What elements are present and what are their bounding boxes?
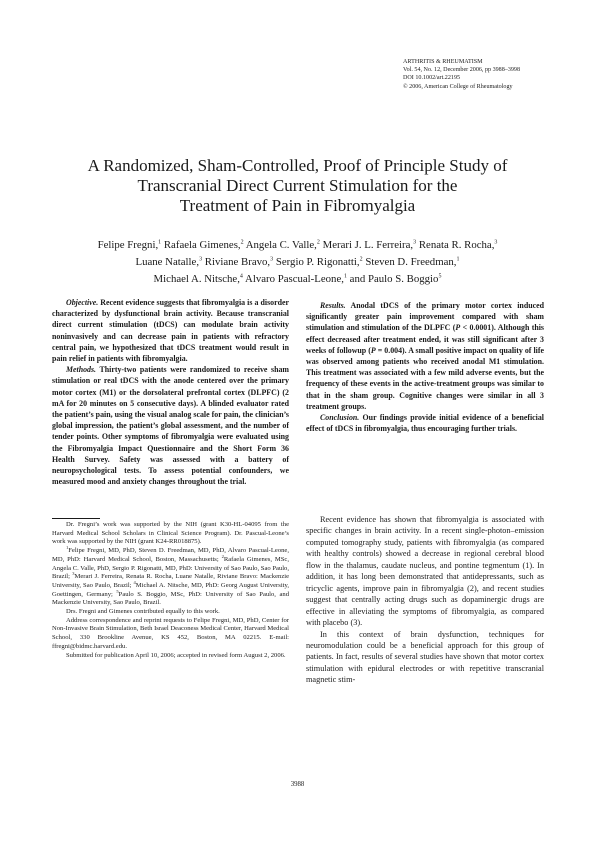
author: Michael A. Nitsche,$^4$: [153, 272, 243, 285]
submission-note: Submitted for publication April 10, 2006; accepted in revised form August 2, 2006.: [66, 651, 286, 659]
author: Felipe Fregni,$^1$: [97, 239, 162, 251]
article-title: [50, 156, 545, 216]
title-line: Transcranial Direct Current Stimulation for the: [137, 176, 458, 195]
journal-volume: Vol. 54, No. 12, December 2006, pp 3988–3998: [403, 67, 521, 74]
author: Sergio P. Rigonatti,$^2$: [275, 255, 363, 268]
abstract-objective: [52, 297, 289, 364]
funding-note: Dr. Fregni’s work was supported by the NIH (grant K30-HL-04095 from the Harvard Medical School Scholars in Clinical Science Program). Dr. Pascual-Leone’s work was supported by the NIH (grant K24-RR018875).: [52, 521, 289, 546]
results-label: Results.: [320, 301, 346, 310]
author: and Paulo S. Boggio$^5$: [349, 272, 442, 285]
equal-contribution-note: Drs. Fregni and Gimenes contributed equally to this work.: [66, 608, 220, 616]
affiliations-note: $^1$Felipe Fregni, MD, PhD, Steven D. Freedman, MD, PhD, Alvaro Pascual-Leone, MD, PhD: Harvard Medical School, Boston, Massachusetts; $^2$Rafaela Gimenes, MSc, Angela C. Valle, PhD, Sergio P. Rigonatti, MD, PhD: University of Sao Paulo, Sao Paulo, Brazil; $^3$Merari J. Ferreira, Renata R. Rocha, Luane Natalle, Riviane Bravo: Mackenzie University, Sao Paulo, Brazil; $^4$Michael A. Nitsche, MD, PhD: Georg August University, Goettingen, Germany; $^5$Paulo S. Boggio, MSc, PhD: University of Sao Paulo, and Mackenzie University, Sao Paulo, Brazil.: [52, 544, 290, 607]
journal-copyright: © 2006, American College of Rheumatology: [403, 83, 513, 90]
abstract-right: [306, 300, 544, 434]
conclusion-text: Our findings provide initial evidence of a beneficial effect of tDCS in fibromyalgia, thus encouraging further trials.: [306, 413, 544, 434]
objective-label: Objective.: [66, 298, 99, 307]
author: Riviane Bravo,$^3$: [204, 255, 274, 268]
author: Luane Natalle,$^3$: [135, 255, 203, 268]
results-text: = 0.004). A small positive impact on quality of life was observed among patients who received anodal M1 stimulation. This treatment was associated with a few mild adverse events, but the frequency of these events in the active-treatment groups was similar to that in the sham group. Cognitive changes were similar in all 3 treatment groups.: [306, 345, 544, 411]
journal-name: ARTHRITIS & RHEUMATISM: [403, 59, 483, 65]
author-list: [50, 237, 545, 287]
author: Rafaela Gimenes,$^2$: [163, 239, 244, 251]
objective-text: Recent evidence suggests that fibromyalgia is a disorder characterized by dysfunctional brain activity. Because transcranial direct current stimulation (tDCS) can modulate brain activity noninvasively and can decrease pain in patients with refractory central pain, we hypothesized that tDCS treatment would result in pain relief in patients with fibromyalgia.: [52, 298, 289, 364]
journal-doi: DOI 10.1002/art.22195: [403, 75, 461, 82]
abstract-left: [52, 297, 289, 487]
p-value-symbol: P: [370, 345, 376, 355]
author: Renata R. Rocha,$^3$: [418, 239, 498, 251]
author: Merari J. L. Ferreira,$^3$: [322, 239, 417, 251]
intro-paragraph: In this context of brain dysfunction, techniques for neuromodulation could be a beneficial approach for this group of patients. In fact, results of several studies have shown that motor cortex stimulation with epidural electrodes or with repetitive transcranial magnetic stim-: [306, 629, 544, 685]
abstract-results: [306, 300, 544, 412]
abstract-conclusion: [306, 412, 544, 434]
conclusion-label: Conclusion.: [320, 413, 360, 423]
results-text: < 0.0001). Although this effect decreased after treatment ended, it was still significant after 3 weeks of followup (: [306, 323, 544, 355]
footnote-divider: [52, 518, 100, 519]
page-number: 3988: [290, 781, 305, 788]
abstract-methods: [52, 364, 289, 487]
p-value-symbol: P: [455, 323, 461, 333]
author: Angela C. Valle,$^2$: [245, 239, 320, 251]
author: Steven D. Freedman,$^1$: [365, 255, 460, 268]
footnotes: [52, 521, 289, 660]
intro-paragraph: Recent evidence has shown that fibromyalgia is associated with specific changes in brain activity. In a recent single-photon–emission computed tomography study, patients with fibromyalgia (as compared with healthy controls) showed a decrease in regional cerebral blood flow in the thalamus, caudate nucleus, and pontine tegmentum (1). In addition, it has long been demonstrated that antidepressants, such as tricyclic agents, improve pain in fibromyalgia (2), and recent studies suggest that centrally acting drugs such as dopaminergic drugs are effective in alleviating the symptoms of fibromyalgia, as compared with placebo (3).: [306, 515, 544, 628]
results-text: Anodal tDCS of the primary motor cortex induced significantly greater pain improvement compared with sham stimulation and stimulation of the DLPFC (: [306, 301, 544, 333]
title-line: Treatment of Pain in Fibromyalgia: [179, 196, 416, 215]
introduction-body: [306, 514, 544, 686]
correspondence-note: Address correspondence and reprint requests to Felipe Fregni, MD, PhD, Center for Non-Invasive Brain Stimulation, Beth Israel Deaconess Medical Center, Harvard Medical School, 330 Brookline Avenue, KS 452, Boston, MA 02215. E-mail: ffregni@bidmc.harvard.edu.: [52, 616, 289, 650]
methods-label: Methods.: [66, 365, 97, 375]
journal-header: [403, 58, 588, 91]
methods-text: Thirty-two patients were randomized to receive sham stimulation or real tDCS with the anode centered over the primary motor cortex (M1) or the dorsolateral prefrontal cortex (DLPFC) (2 mA for 20 minutes on 5 consecutive days). A blinded evaluator rated the patient’s pain, using the visual analog scale for pain, the clinician’s global impression, the patient’s global assessment, and the number of tender points. Other symptoms of fibromyalgia were evaluated using the Fibromyalgia Impact Questionnaire and the Short Form 36 Health Survey. Safety was assessed with a battery of neuropsychological tests. To assess potential confounders, we measured mood and anxiety changes throughout the trial.: [52, 365, 289, 487]
author: Alvaro Pascual-Leone,$^1$: [245, 272, 347, 285]
title-line: A Randomized, Sham-Controlled, Proof of Principle Study of: [87, 156, 508, 175]
